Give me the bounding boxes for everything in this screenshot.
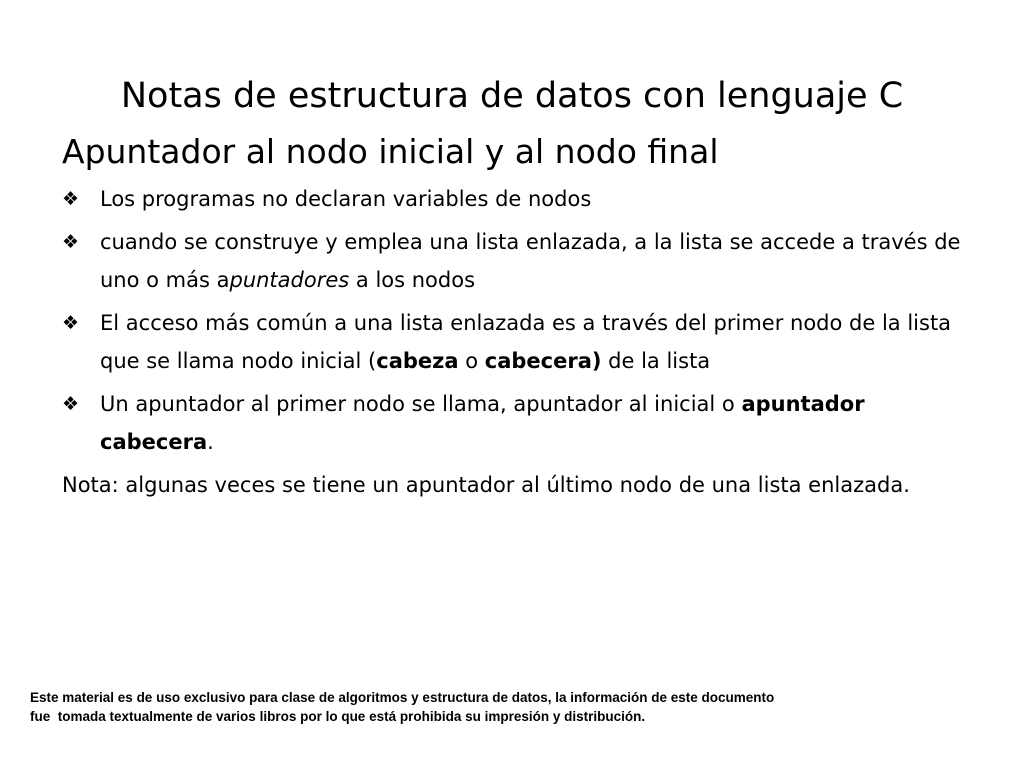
bullet-text: . xyxy=(207,430,214,454)
bullet-text: de la lista xyxy=(601,349,711,373)
diamond-bullet-icon: ❖ xyxy=(62,188,80,210)
bullet-item xyxy=(62,385,962,461)
bullet-bold-text: apuntador cabecera xyxy=(100,392,865,454)
slide-subtitle: Apuntador al nodo inicial y al nodo final xyxy=(62,132,719,171)
bullet-item xyxy=(62,180,962,218)
diamond-bullet-icon: ❖ xyxy=(62,393,80,415)
diamond-bullet-icon: ❖ xyxy=(62,312,80,334)
bullet-item xyxy=(62,304,962,380)
slide-title: Notas de estructura de datos con lenguaje C xyxy=(120,76,904,116)
bullet-text: Los programas no declaran variables de nodos xyxy=(100,187,592,211)
bullet-item xyxy=(62,223,962,299)
footer-line-1: Este material es de uso exclusivo para clase de algoritmos y estructura de datos, la información de este documento xyxy=(30,690,775,705)
bullet-text: Un apuntador al primer nodo se llama, apuntador al inicial o xyxy=(100,392,742,416)
bullet-text: o xyxy=(458,349,485,373)
bullet-text: El acceso más común a una lista enlazada es a través del primer nodo de la lista que se llama nodo inicial ( xyxy=(100,311,952,373)
slide-content xyxy=(62,128,962,504)
bullet-text: cuando se construye y emplea una lista enlazada, a la lista se accede a través de uno o más a xyxy=(100,230,961,292)
footer-line-2: fue tomada textualmente de varios libros por lo que está prohibida su impresión y distribución. xyxy=(30,709,646,724)
bullet-bold-text: cabecera) xyxy=(484,349,602,373)
bullet-bold-text: cabeza xyxy=(376,349,459,373)
footer-disclaimer xyxy=(30,688,990,726)
bullet-text: a los nodos xyxy=(349,268,476,292)
diamond-bullet-icon: ❖ xyxy=(62,231,80,253)
note-text: Nota: algunas veces se tiene un apuntador al último nodo de una lista enlazada. xyxy=(62,473,910,497)
bullet-list xyxy=(62,180,962,461)
bullet-italic-text: puntadores xyxy=(229,268,350,292)
